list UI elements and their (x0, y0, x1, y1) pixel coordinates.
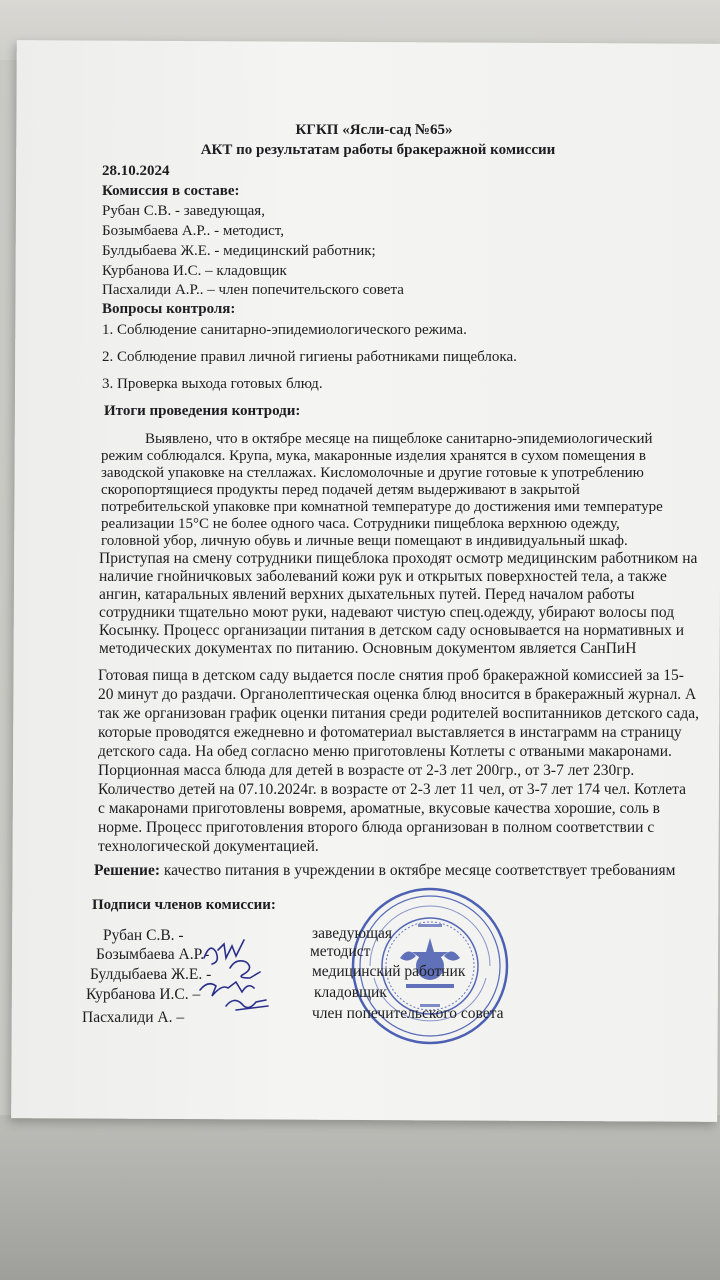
commission-member: Курбанова И.С. – кладовщик (102, 263, 287, 279)
signature-role: член попечительского совета (312, 1005, 504, 1022)
results-line: наличие гнойничковых заболеваний кожи рук и открытых поверхностей тела, а также (99, 568, 667, 585)
results-line: Готовая пища в детском саду выдается после снятия проб бракеражной комиссией за 15- (98, 667, 684, 684)
results-line: сотрудники тщательно моют руки, надевают чистую спец.одежду, убирают волосы под (99, 604, 675, 621)
commission-member: Рубан С.В. - заведующая, (102, 203, 265, 219)
results-line: ангин, катаральных явлений верхних дыхательных путей. Перед началом работы (99, 586, 635, 603)
commission-member: Бозымбаева А.Р.. - методист, (102, 223, 284, 239)
results-line: Приступая на смену сотрудники пищеблока проходят осмотр медицинским работником на (99, 550, 698, 567)
signature-role: методист (310, 943, 371, 960)
signature-name: Пасхалиди А. – (82, 1009, 185, 1026)
question-item: 2. Соблюдение правил личной гигиены работниками пищеблока. (102, 349, 517, 365)
decision-line (94, 862, 675, 880)
results-line: технологической документацией. (98, 838, 319, 855)
signature-role: медицинский работник (312, 963, 466, 980)
results-heading: Итоги проведения контроди: (104, 403, 301, 419)
decision-label: Решение: (94, 862, 161, 879)
results-line: методических документах по питанию. Основным документом является СанПиН (99, 640, 637, 657)
results-line: 20 минут до раздачи. Органолептическая оценка блюд вносится в бракеражный журнал. А (98, 686, 697, 703)
results-line: Количество детей на 07.10.2024г. в возрасте от 2-3 лет 11 чел, от 3-7 лет 174 чел. Котлета (98, 781, 686, 798)
signature-name: Курбанова И.С. – (86, 986, 201, 1003)
decision-text: качество питания в учреждении в октябре месяце соответствует требованиям (160, 862, 676, 879)
results-line: детского сада. На обед согласно меню приготовлены Котлеты с отваными макаронами. (98, 743, 672, 760)
results-line: режим соблюдался. Крупа, мука, макаронные изделия хранятся в сухом помещения в (101, 448, 646, 464)
signature-name: Булдыбаева Ж.Е. - (90, 966, 212, 983)
question-item: 1. Соблюдение санитарно-эпидемиологического режима. (102, 322, 467, 338)
signature-name: Рубан С.В. - (103, 927, 184, 944)
questions-heading: Вопросы контроля: (102, 301, 236, 317)
act-title: АКТ по результатам работы бракеражной комиссии (200, 142, 556, 158)
results-line: скоропортящиеся продукты перед подачей детям выдерживают в закрытой (101, 482, 580, 498)
results-line: которые проводятся ежедневно и фотоматериал выставляется в инстаграмм на страницу (98, 724, 682, 741)
question-item: 3. Проверка выхода готовых блюд. (102, 376, 323, 392)
results-line: реализации 15°С не более одного часа. Сотрудники пищеблока верхнюю одежду, (101, 516, 620, 532)
signature-role: кладовщик (314, 984, 387, 1001)
commission-heading: Комиссия в составе: (102, 183, 240, 199)
commission-member: Булдыбаева Ж.Е. - медицинский работник; (102, 243, 376, 259)
results-line: Порционная масса блюда для детей в возрасте от 2-3 лет 200гр., от 3-7 лет 230гр. (98, 762, 635, 779)
results-line: Выявлено, что в октябре месяце на пищеблоке санитарно-эпидемиологический (145, 431, 653, 447)
results-line: с макаронами приготовлены вовремя, ароматные, вкусовые качества хорошие, соль в (98, 800, 660, 817)
handwritten-signatures (196, 922, 276, 1022)
results-line: заводской упаковке на стеллажах. Кисломолочные и другие готовые к употреблению (101, 465, 644, 481)
signature-role: заведующая (312, 925, 393, 942)
results-line: потребительской упаковке при комнатной температуре до достижения ими температуре (101, 499, 663, 515)
act-date: 28.10.2024 (102, 163, 170, 179)
results-line: головной убор, личную обувь и личные вещи помещают в индивидуальный шкаф. (101, 533, 628, 549)
results-line: Косынку. Процесс организации питания в детском саду основывается на нормативных и (99, 622, 685, 639)
signature-name: Бозымбаева А.Р.- (96, 946, 210, 963)
results-line: так же организован график оценки питания среди родителей воспитанников детского сада, (98, 705, 700, 722)
results-line: норме. Процесс приготовления второго блюда организован в полном соответствии с (98, 819, 655, 836)
org-title: КГКП «Ясли-сад №65» (295, 122, 453, 138)
signatures-heading: Подписи членов комиссии: (92, 897, 276, 913)
commission-member: Пасхалиди А.Р.. – член попечительского совета (102, 282, 404, 298)
